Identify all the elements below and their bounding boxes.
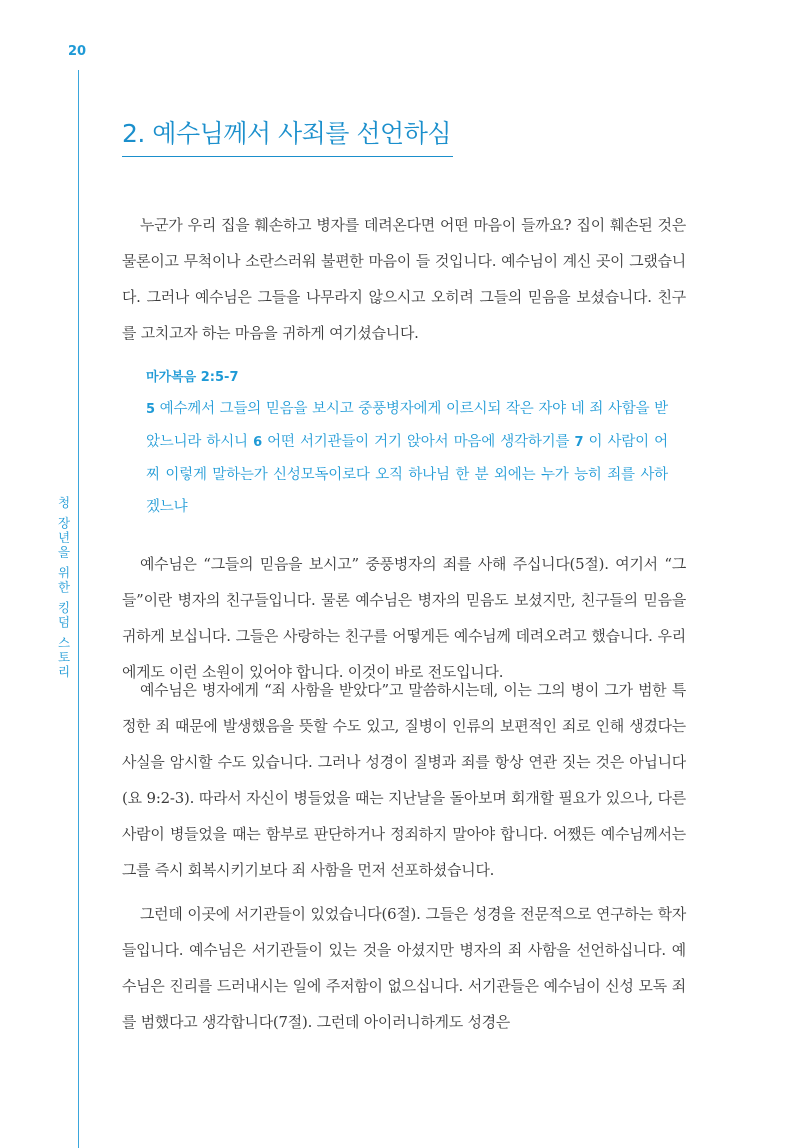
body-paragraph: 누군가 우리 집을 훼손하고 병자를 데려온다면 어떤 마음이 들까요? 집이 훼손된 것은 물론이고 무척이나 소란스러워 불편한 마음이 들 것입니다. 예수님이 계신 곳이 그랬습니다. 그러나 예수님은 그들을 나무라지 않으시고 오히려 그들의 믿음을 보셨습니다. 친구를 고치고자 하는 마음을 귀하게 여기셨습니다. xyxy=(122,216,686,342)
verse-text: 이 사람이 어찌 이렇게 말하는가 신성모독이로다 오직 하나님 한 분 외에는 누가 능히 죄를 사하겠느냐 xyxy=(146,434,668,515)
verse-number: 5 xyxy=(146,402,155,417)
body-paragraph: 예수님은 병자에게 “죄 사함을 받았다”고 말씀하시는데, 이는 그의 병이 그가 범한 특정한 죄 때문에 발생했음을 뜻할 수도 있고, 질병이 인류의 보편적인 죄로 인해 생겼다는 사실을 암시할 수도 있습니다. 그러나 성경이 질병과 죄를 항상 연관 짓는 것은 아닙니다(요 9:2-3). 따라서 자신이 병들었을 때는 지난날을 돌아보며 회개할 필요가 있으나, 다른 사람이 병들었을 때는 함부로 판단하거나 정죄하지 말아야 합니다. 어쨌든 예수님께서는 그를 즉시 회복시키기보다 죄 사함을 먼저 선포하셨습니다. xyxy=(122,681,686,879)
verse-text: 어떤 서기관들이 거기 앉아서 마음에 생각하기를 xyxy=(261,434,575,450)
book-side-title: 청 장년을 위한 킹덤 스토리 xyxy=(56,496,71,680)
verse-number: 7 xyxy=(574,435,584,450)
margin-rule xyxy=(78,70,79,1148)
verse-number: 6 xyxy=(253,435,262,450)
chapter-title: 2. 예수님께서 사죄를 선언하심 xyxy=(122,114,453,157)
body-paragraph: 그런데 이곳에 서기관들이 있었습니다(6절). 그들은 성경을 전문적으로 연구하는 학자들입니다. 예수님은 서기관들이 있는 것을 아셨지만 병자의 죄 사함을 선언하십니다. 예수님은 진리를 드러내시는 일에 주저함이 없으십니다. 서기관들은 예수님이 신성 모독 죄를 범했다고 생각합니다(7절). 그런데 아이러니하게도 성경은 xyxy=(122,905,686,1031)
scripture-passage xyxy=(146,393,668,523)
page-number: 20 xyxy=(68,44,87,59)
scripture-reference: 마가복음 2:5-7 xyxy=(146,370,239,385)
verse-text: 예수께서 그들의 믿음을 보시고 중풍병자에게 이르시되 작은 자야 네 죄 사함을 받았느니라 하시니 xyxy=(146,401,668,450)
body-paragraph: 예수님은 “그들의 믿음을 보시고” 중풍병자의 죄를 사해 주십니다(5절). 여기서 “그들”이란 병자의 친구들입니다. 물론 예수님은 병자의 믿음도 보셨지만, 친구들의 믿음을 귀하게 보십니다. 그들은 사랑하는 친구를 어떻게든 예수님께 데려오려고 했습니다. 우리에게도 이런 소원이 있어야 합니다. 이것이 바로 전도입니다. xyxy=(122,555,686,681)
